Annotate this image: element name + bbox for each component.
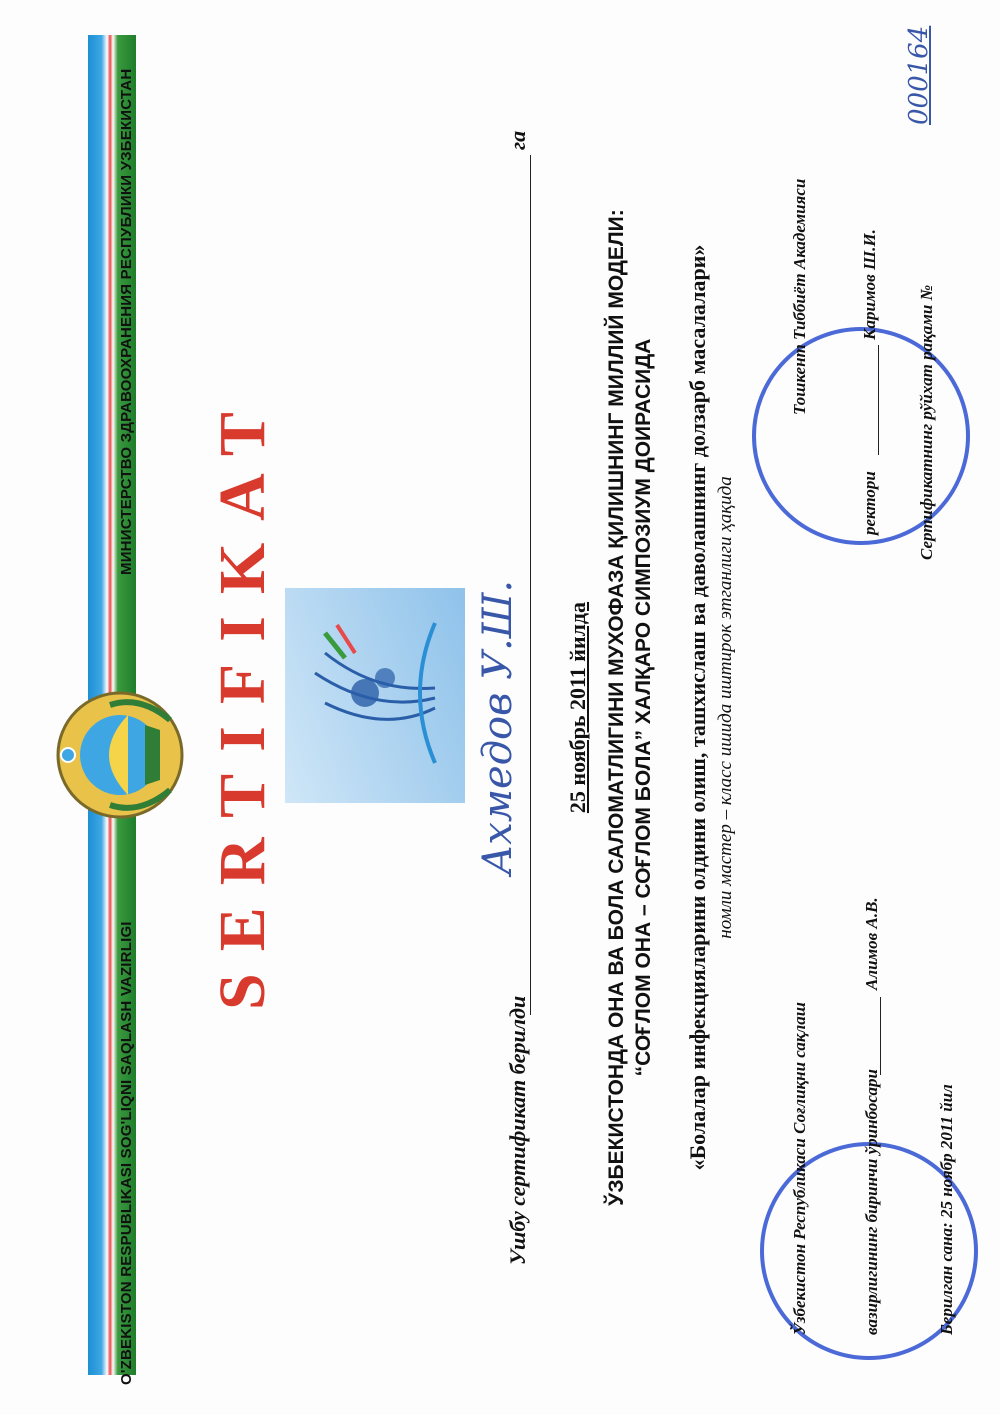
given-suffix: га (505, 130, 530, 150)
masterclass-topic: «Болалар инфекцияларини олдини олиш, ташхислаш ва даволашнинг долзарб масалалари» (685, 244, 710, 1171)
right-signatory-name: Каримов Ш.И. (860, 229, 879, 340)
right-signature-line (878, 345, 879, 455)
participation-note: номли мастер – класс ишида иштирок этганлиги ҳақида (715, 476, 736, 939)
registration-label: Сертификатнинг рўйхат рақами № (917, 284, 936, 560)
left-signatory-name: Алимов А.В. (862, 897, 881, 990)
recipient-name: Ахмедов У.Ш. (475, 579, 521, 875)
left-signatory-org: Ўзбекистон Республикаси Соғлиқни сақлаш (790, 1002, 809, 1335)
right-signatory-position: ректори (860, 471, 879, 535)
ministry-name-uz: O'ZBEKISTON RESPUBLIKASI SOG'LIQNI SAQLASH VAZIRLIGI (118, 921, 135, 1385)
given-label: Ушбу сертификат берилди (505, 995, 530, 1265)
left-signature-line (880, 997, 881, 1075)
issue-date: Берилган сана: 25 ноябр 2011 йил (937, 1084, 956, 1335)
registration-number: 000164 (904, 25, 934, 125)
left-signatory-position: вазирлигининг биринчи ўринбосари (862, 1069, 881, 1335)
ministry-name-ru: МИНИСТЕРСТВО ЗДРАВООХРАНЕНИЯ РЕСПУБЛИКИ УЗБЕКИСТАН (118, 68, 135, 575)
event-date: 25 ноябрь 2011 йилда (565, 601, 590, 814)
certificate-title: SERTIFIKAT (206, 390, 279, 1010)
state-emblem-icon (50, 685, 190, 825)
mother-child-logo-icon (285, 588, 465, 803)
given-underline (530, 155, 531, 1015)
event-title-line2: “СОҒЛОМ ОНА – СОҒЛОМ БОЛА” ХАЛҚАРО СИМПОЗИУМ ДОИРАСИДА (632, 338, 655, 1077)
event-title-line1: ЎЗБЕКИСТОНДА ОНА ВА БОЛА САЛОМАТЛИГИНИ МУХОФАЗА ҚИЛИШНИНГ МИЛЛИЙ МОДЕЛИ: (605, 209, 628, 1206)
right-signatory-org: Тошкент Тиббиёт Академияси (790, 178, 809, 415)
